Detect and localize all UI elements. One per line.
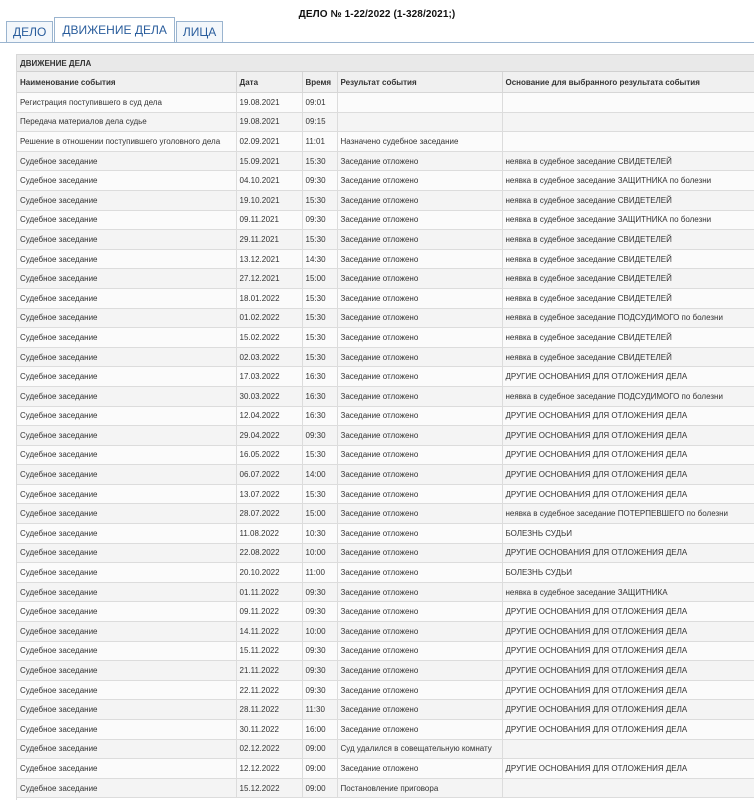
cell-reason: ДРУГИЕ ОСНОВАНИЯ ДЛЯ ОТЛОЖЕНИЯ ДЕЛА [502, 602, 754, 622]
cell-time: 16:00 [302, 720, 337, 740]
table-row [17, 190, 754, 210]
cell-event: Судебное заседание [17, 210, 236, 230]
table-row [17, 739, 754, 759]
cell-event: Судебное заседание [17, 504, 236, 524]
cell-event: Судебное заседание [17, 445, 236, 465]
cell-time: 09:00 [302, 778, 337, 798]
cell-reason [502, 739, 754, 759]
cell-reason [502, 778, 754, 798]
table-row [17, 778, 754, 798]
cell-time: 16:30 [302, 386, 337, 406]
cell-reason [502, 112, 754, 132]
cell-reason: ДРУГИЕ ОСНОВАНИЯ ДЛЯ ОТЛОЖЕНИЯ ДЕЛА [502, 484, 754, 504]
cell-time: 11:30 [302, 700, 337, 720]
cell-reason: ДРУГИЕ ОСНОВАНИЯ ДЛЯ ОТЛОЖЕНИЯ ДЕЛА [502, 445, 754, 465]
cell-time: 15:30 [302, 190, 337, 210]
cell-date: 19.10.2021 [236, 190, 302, 210]
cell-result: Заседание отложено [337, 210, 502, 230]
cell-result: Заседание отложено [337, 386, 502, 406]
cell-reason: неявка в судебное заседание СВИДЕТЕЛЕЙ [502, 347, 754, 367]
cell-time: 16:30 [302, 406, 337, 426]
table-row [17, 543, 754, 563]
cell-date: 22.08.2022 [236, 543, 302, 563]
cell-event: Судебное заседание [17, 563, 236, 583]
table-row [17, 602, 754, 622]
cell-event: Регистрация поступившего в суд дела [17, 93, 236, 113]
cell-event: Судебное заседание [17, 269, 236, 289]
cell-event: Судебное заседание [17, 641, 236, 661]
cell-date: 27.12.2021 [236, 269, 302, 289]
table-row [17, 504, 754, 524]
cell-reason: ДРУГИЕ ОСНОВАНИЯ ДЛЯ ОТЛОЖЕНИЯ ДЕЛА [502, 622, 754, 642]
table-row [17, 386, 754, 406]
cell-time: 15:30 [302, 484, 337, 504]
cell-event: Судебное заседание [17, 367, 236, 387]
column-header-reason: Основание для выбранного результата события [502, 72, 754, 93]
cell-event: Судебное заседание [17, 406, 236, 426]
cell-time: 15:30 [302, 347, 337, 367]
cell-date: 28.11.2022 [236, 700, 302, 720]
table-row [17, 308, 754, 328]
cell-event: Судебное заседание [17, 347, 236, 367]
cell-reason: ДРУГИЕ ОСНОВАНИЯ ДЛЯ ОТЛОЖЕНИЯ ДЕЛА [502, 465, 754, 485]
table-row [17, 269, 754, 289]
cell-date: 30.03.2022 [236, 386, 302, 406]
cell-event: Судебное заседание [17, 661, 236, 681]
cell-reason: ДРУГИЕ ОСНОВАНИЯ ДЛЯ ОТЛОЖЕНИЯ ДЕЛА [502, 641, 754, 661]
cell-result: Заседание отложено [337, 543, 502, 563]
column-header-event: Наименование события [17, 72, 236, 93]
cell-result: Суд удалился в совещательную комнату [337, 739, 502, 759]
table-row [17, 582, 754, 602]
cell-date: 12.04.2022 [236, 406, 302, 426]
cell-result: Заседание отложено [337, 406, 502, 426]
table-row [17, 288, 754, 308]
table-row [17, 171, 754, 191]
cell-reason: неявка в судебное заседание СВИДЕТЕЛЕЙ [502, 230, 754, 250]
cell-event: Судебное заседание [17, 680, 236, 700]
cell-result: Заседание отложено [337, 563, 502, 583]
table-row [17, 210, 754, 230]
cell-result: Заседание отложено [337, 700, 502, 720]
cell-event: Судебное заседание [17, 288, 236, 308]
cell-time: 15:00 [302, 504, 337, 524]
cell-result: Заседание отложено [337, 661, 502, 681]
cell-event: Судебное заседание [17, 524, 236, 544]
table-row [17, 465, 754, 485]
cell-date: 18.01.2022 [236, 288, 302, 308]
cell-result: Заседание отложено [337, 249, 502, 269]
cell-date: 16.05.2022 [236, 445, 302, 465]
cell-result: Заседание отложено [337, 759, 502, 779]
cell-event: Судебное заседание [17, 739, 236, 759]
table-row [17, 367, 754, 387]
cell-result: Заседание отложено [337, 426, 502, 446]
cell-date: 13.12.2021 [236, 249, 302, 269]
cell-event: Судебное заседание [17, 778, 236, 798]
cell-result: Заседание отложено [337, 269, 502, 289]
table-row [17, 563, 754, 583]
cell-date: 30.11.2022 [236, 720, 302, 740]
table-row [17, 641, 754, 661]
cell-time: 09:30 [302, 602, 337, 622]
cell-time: 10:30 [302, 524, 337, 544]
cell-result: Заседание отложено [337, 524, 502, 544]
cell-reason: ДРУГИЕ ОСНОВАНИЯ ДЛЯ ОТЛОЖЕНИЯ ДЕЛА [502, 680, 754, 700]
cell-reason: ДРУГИЕ ОСНОВАНИЯ ДЛЯ ОТЛОЖЕНИЯ ДЕЛА [502, 406, 754, 426]
cell-time: 09:30 [302, 210, 337, 230]
cell-time: 09:15 [302, 112, 337, 132]
cell-date: 15.02.2022 [236, 328, 302, 348]
cell-result: Заседание отложено [337, 720, 502, 740]
cell-result: Заседание отложено [337, 347, 502, 367]
cell-result: Заседание отложено [337, 680, 502, 700]
cell-date: 09.11.2021 [236, 210, 302, 230]
table-row [17, 426, 754, 446]
table-row [17, 230, 754, 250]
cell-date: 17.03.2022 [236, 367, 302, 387]
cell-result: Заседание отложено [337, 190, 502, 210]
cell-time: 09:00 [302, 739, 337, 759]
cell-reason: неявка в судебное заседание ПОДСУДИМОГО по болезни [502, 386, 754, 406]
cell-event: Судебное заседание [17, 720, 236, 740]
table-row [17, 622, 754, 642]
cell-date: 15.09.2021 [236, 151, 302, 171]
cell-reason: ДРУГИЕ ОСНОВАНИЯ ДЛЯ ОТЛОЖЕНИЯ ДЕЛА [502, 700, 754, 720]
cell-reason: неявка в судебное заседание СВИДЕТЕЛЕЙ [502, 249, 754, 269]
cell-reason: неявка в судебное заседание СВИДЕТЕЛЕЙ [502, 151, 754, 171]
table-row [17, 720, 754, 740]
cell-date: 11.08.2022 [236, 524, 302, 544]
cell-date: 01.11.2022 [236, 582, 302, 602]
cell-time: 09:30 [302, 680, 337, 700]
table-row [17, 347, 754, 367]
cell-date: 01.02.2022 [236, 308, 302, 328]
cell-date: 04.10.2021 [236, 171, 302, 191]
cell-event: Судебное заседание [17, 151, 236, 171]
cell-time: 10:00 [302, 543, 337, 563]
cell-result: Заседание отложено [337, 288, 502, 308]
cell-result: Заседание отложено [337, 230, 502, 250]
cell-time: 09:01 [302, 93, 337, 113]
cell-result: Заседание отложено [337, 328, 502, 348]
cell-reason: неявка в судебное заседание ЗАЩИТНИКА [502, 582, 754, 602]
cell-result: Заседание отложено [337, 582, 502, 602]
cell-reason: неявка в судебное заседание ПОДСУДИМОГО по болезни [502, 308, 754, 328]
cell-time: 09:30 [302, 641, 337, 661]
table-row [17, 524, 754, 544]
cell-event: Судебное заседание [17, 484, 236, 504]
cell-reason: неявка в судебное заседание ЗАЩИТНИКА по болезни [502, 171, 754, 191]
cell-reason: ДРУГИЕ ОСНОВАНИЯ ДЛЯ ОТЛОЖЕНИЯ ДЕЛА [502, 426, 754, 446]
cell-time: 11:01 [302, 132, 337, 152]
cell-reason: ДРУГИЕ ОСНОВАНИЯ ДЛЯ ОТЛОЖЕНИЯ ДЕЛА [502, 543, 754, 563]
cell-time: 09:30 [302, 171, 337, 191]
column-header-date: Дата [236, 72, 302, 93]
cell-date: 02.09.2021 [236, 132, 302, 152]
cell-result: Заседание отложено [337, 151, 502, 171]
table-row [17, 93, 754, 113]
case-title: ДЕЛО № 1-22/2022 (1-328/2021;) [298, 9, 456, 20]
cell-date: 22.11.2022 [236, 680, 302, 700]
table-row [17, 249, 754, 269]
cell-date: 12.12.2022 [236, 759, 302, 779]
cell-result [337, 112, 502, 132]
tab-persons[interactable]: ЛИЦА [176, 21, 223, 42]
cell-time: 10:00 [302, 622, 337, 642]
tab-case[interactable]: ДЕЛО [6, 21, 53, 42]
cell-event: Судебное заседание [17, 386, 236, 406]
cell-date: 15.12.2022 [236, 778, 302, 798]
table-row [17, 132, 754, 152]
tab-divider [0, 42, 754, 43]
cell-event: Передача материалов дела судье [17, 112, 236, 132]
cell-reason: ДРУГИЕ ОСНОВАНИЯ ДЛЯ ОТЛОЖЕНИЯ ДЕЛА [502, 720, 754, 740]
section-title: ДВИЖЕНИЕ ДЕЛА [17, 55, 754, 72]
cell-event: Судебное заседание [17, 328, 236, 348]
cell-reason: БОЛЕЗНЬ СУДЬИ [502, 563, 754, 583]
cell-event: Судебное заседание [17, 602, 236, 622]
cell-time: 15:30 [302, 230, 337, 250]
cell-time: 09:30 [302, 661, 337, 681]
cell-reason: неявка в судебное заседание СВИДЕТЕЛЕЙ [502, 288, 754, 308]
cell-result: Заседание отложено [337, 171, 502, 191]
cell-time: 15:30 [302, 308, 337, 328]
cell-event: Судебное заседание [17, 230, 236, 250]
column-header-result: Результат события [337, 72, 502, 93]
cell-result: Заседание отложено [337, 308, 502, 328]
cell-date: 13.07.2022 [236, 484, 302, 504]
cell-time: 16:30 [302, 367, 337, 387]
table-header-row [17, 72, 754, 93]
cell-result: Заседание отложено [337, 504, 502, 524]
cell-date: 06.07.2022 [236, 465, 302, 485]
cell-event: Судебное заседание [17, 622, 236, 642]
cell-reason: неявка в судебное заседание ЗАЩИТНИКА по болезни [502, 210, 754, 230]
cell-event: Судебное заседание [17, 759, 236, 779]
cell-event: Судебное заседание [17, 700, 236, 720]
table-row [17, 484, 754, 504]
cell-date: 19.08.2021 [236, 93, 302, 113]
cell-reason [502, 93, 754, 113]
cell-date: 19.08.2021 [236, 112, 302, 132]
cell-time: 15:00 [302, 269, 337, 289]
cell-time: 15:30 [302, 151, 337, 171]
table-row [17, 661, 754, 681]
table-row [17, 700, 754, 720]
cell-result [337, 93, 502, 113]
cell-event: Судебное заседание [17, 249, 236, 269]
cell-result: Назначено судебное заседание [337, 132, 502, 152]
table-row [17, 112, 754, 132]
cell-result: Постановление приговора [337, 778, 502, 798]
cell-date: 29.04.2022 [236, 426, 302, 446]
cell-date: 09.11.2022 [236, 602, 302, 622]
cell-reason: БОЛЕЗНЬ СУДЬИ [502, 524, 754, 544]
cell-event: Судебное заседание [17, 465, 236, 485]
table-row [17, 759, 754, 779]
cell-date: 02.03.2022 [236, 347, 302, 367]
cell-time: 15:30 [302, 445, 337, 465]
cell-time: 09:30 [302, 582, 337, 602]
cell-reason: ДРУГИЕ ОСНОВАНИЯ ДЛЯ ОТЛОЖЕНИЯ ДЕЛА [502, 661, 754, 681]
table-row [17, 680, 754, 700]
tab-case-movement[interactable]: ДВИЖЕНИЕ ДЕЛА [54, 17, 174, 42]
cell-reason: неявка в судебное заседание СВИДЕТЕЛЕЙ [502, 328, 754, 348]
case-movement-panel [16, 54, 754, 800]
cell-date: 21.11.2022 [236, 661, 302, 681]
cell-result: Заседание отложено [337, 484, 502, 504]
cell-result: Заседание отложено [337, 367, 502, 387]
table-row [17, 406, 754, 426]
cell-reason: неявка в судебное заседание СВИДЕТЕЛЕЙ [502, 269, 754, 289]
column-header-time: Время [302, 72, 337, 93]
tab-bar [6, 18, 224, 42]
cell-time: 15:30 [302, 288, 337, 308]
table-row [17, 445, 754, 465]
cell-date: 02.12.2022 [236, 739, 302, 759]
table-row [17, 328, 754, 348]
cell-event: Судебное заседание [17, 426, 236, 446]
cell-time: 15:30 [302, 328, 337, 348]
table-row [17, 151, 754, 171]
cell-event: Судебное заседание [17, 190, 236, 210]
cell-reason: ДРУГИЕ ОСНОВАНИЯ ДЛЯ ОТЛОЖЕНИЯ ДЕЛА [502, 759, 754, 779]
cell-date: 29.11.2021 [236, 230, 302, 250]
cell-reason: ДРУГИЕ ОСНОВАНИЯ ДЛЯ ОТЛОЖЕНИЯ ДЕЛА [502, 367, 754, 387]
cell-reason: неявка в судебное заседание СВИДЕТЕЛЕЙ [502, 190, 754, 210]
cell-date: 15.11.2022 [236, 641, 302, 661]
cell-event: Судебное заседание [17, 308, 236, 328]
cell-event: Судебное заседание [17, 582, 236, 602]
events-table [17, 72, 754, 798]
cell-result: Заседание отложено [337, 445, 502, 465]
cell-date: 28.07.2022 [236, 504, 302, 524]
cell-time: 14:30 [302, 249, 337, 269]
cell-result: Заседание отложено [337, 465, 502, 485]
cell-time: 11:00 [302, 563, 337, 583]
cell-time: 14:00 [302, 465, 337, 485]
cell-result: Заседание отложено [337, 622, 502, 642]
cell-event: Судебное заседание [17, 543, 236, 563]
cell-date: 20.10.2022 [236, 563, 302, 583]
cell-time: 09:00 [302, 759, 337, 779]
cell-result: Заседание отложено [337, 602, 502, 622]
cell-result: Заседание отложено [337, 641, 502, 661]
cell-reason: неявка в судебное заседание ПОТЕРПЕВШЕГО по болезни [502, 504, 754, 524]
cell-reason [502, 132, 754, 152]
cell-date: 14.11.2022 [236, 622, 302, 642]
cell-time: 09:30 [302, 426, 337, 446]
cell-event: Решение в отношении поступившего уголовного дела [17, 132, 236, 152]
cell-event: Судебное заседание [17, 171, 236, 191]
